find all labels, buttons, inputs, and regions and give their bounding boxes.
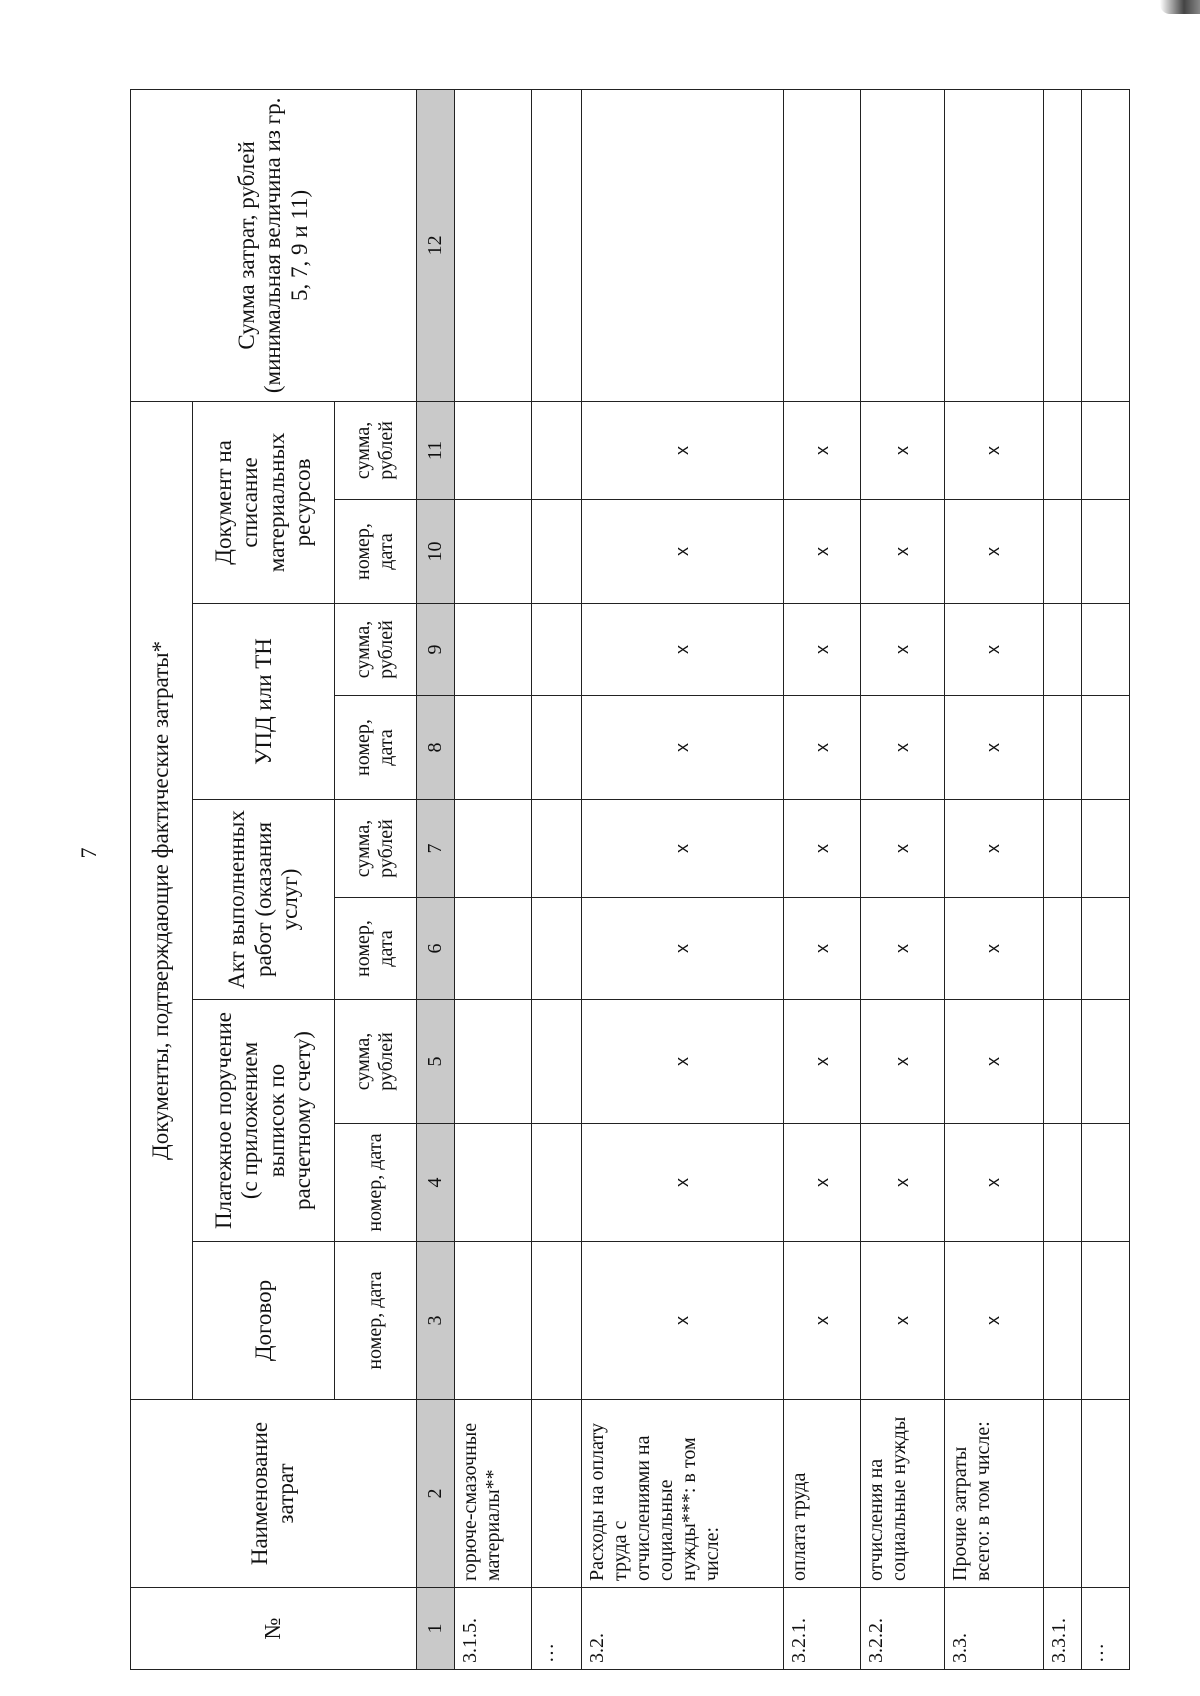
column-number: 2 <box>416 1400 454 1588</box>
row-cell: x <box>945 898 1043 1000</box>
table-row <box>1043 89 1081 1669</box>
row-cell: x <box>861 1124 945 1242</box>
column-number: 12 <box>416 89 454 401</box>
row-cell <box>455 1000 532 1124</box>
row-cell: x <box>784 500 861 604</box>
row-cell: x <box>582 401 784 499</box>
column-number-row <box>416 89 454 1669</box>
header-act: Акт выполненных работ (оказания услуг) <box>193 800 335 1000</box>
row-cell <box>1081 898 1129 1000</box>
column-number: 9 <box>416 604 454 696</box>
row-cell <box>455 604 532 696</box>
row-name <box>1081 1400 1129 1588</box>
table-row <box>945 89 1043 1669</box>
row-cell: x <box>784 1124 861 1242</box>
subheader-writeoff-number-date: номер, дата <box>335 500 417 604</box>
row-cell <box>532 1000 582 1124</box>
row-name: Расходы на оплату труда с отчислениями на социальные нужды***: в том числе: <box>582 1400 784 1588</box>
row-cell: x <box>582 800 784 898</box>
row-number: … <box>532 1588 582 1670</box>
row-cell: x <box>861 696 945 800</box>
expense-table <box>130 89 1130 1670</box>
row-cell <box>1081 696 1129 800</box>
row-cell <box>455 800 532 898</box>
row-cell <box>532 89 582 401</box>
column-number: 8 <box>416 696 454 800</box>
header-upd: УПД или ТН <box>193 604 335 800</box>
table-row <box>1081 89 1129 1669</box>
row-cell <box>861 89 945 401</box>
expense-table-sheet <box>130 90 1130 1670</box>
header-payment-order: Платежное поручение (с приложением выписок по расчетному счету) <box>193 1000 335 1242</box>
row-name <box>1043 1400 1081 1588</box>
row-cell: x <box>784 401 861 499</box>
row-name: Прочие затраты всего: в том числе: <box>945 1400 1043 1588</box>
row-cell <box>1043 898 1081 1000</box>
row-name: горюче-смазочные материалы** <box>455 1400 532 1588</box>
row-cell <box>1081 604 1129 696</box>
row-cell <box>1043 604 1081 696</box>
subheader-upd-number-date: номер, дата <box>335 696 417 800</box>
row-cell <box>532 696 582 800</box>
row-name: отчисления на социальные нужды <box>861 1400 945 1588</box>
row-cell: x <box>861 604 945 696</box>
row-cell <box>532 604 582 696</box>
row-cell <box>455 500 532 604</box>
row-cell: x <box>582 604 784 696</box>
row-cell <box>1081 1000 1129 1124</box>
row-number: 3.2.2. <box>861 1588 945 1670</box>
row-cell: x <box>945 1000 1043 1124</box>
row-cell <box>532 1242 582 1400</box>
header-total: Сумма затрат, рублей (минимальная величина из гр. 5, 7, 9 и 11) <box>131 89 417 401</box>
row-cell <box>1081 1124 1129 1242</box>
row-cell <box>784 89 861 401</box>
row-cell: x <box>784 1000 861 1124</box>
row-number: 3.2.1. <box>784 1588 861 1670</box>
row-cell: x <box>582 1000 784 1124</box>
table-row <box>582 89 784 1669</box>
row-cell <box>1043 1000 1081 1124</box>
row-cell <box>1043 401 1081 499</box>
row-cell: x <box>861 898 945 1000</box>
row-number: 3.3.1. <box>1043 1588 1081 1670</box>
row-cell <box>532 500 582 604</box>
row-cell <box>945 89 1043 401</box>
table-row <box>784 89 861 1669</box>
row-cell <box>582 89 784 401</box>
row-cell <box>1043 1124 1081 1242</box>
row-cell: x <box>582 1124 784 1242</box>
row-cell: x <box>861 401 945 499</box>
row-cell: x <box>861 800 945 898</box>
row-cell: x <box>582 898 784 1000</box>
row-cell: x <box>784 1242 861 1400</box>
row-cell <box>455 1242 532 1400</box>
row-name <box>532 1400 582 1588</box>
header-documents-group: Документы, подтверждающие фактические затраты* <box>131 401 193 1399</box>
subheader-contract-number-date: номер, дата <box>335 1242 417 1400</box>
row-cell: x <box>784 898 861 1000</box>
row-cell: x <box>945 500 1043 604</box>
row-name: оплата труда <box>784 1400 861 1588</box>
table-row <box>532 89 582 1669</box>
column-number: 6 <box>416 898 454 1000</box>
row-cell: x <box>582 1242 784 1400</box>
row-cell <box>455 696 532 800</box>
subheader-writeoff-sum: сумма, рублей <box>335 401 417 499</box>
row-cell <box>455 89 532 401</box>
row-number: 3.3. <box>945 1588 1043 1670</box>
row-cell: x <box>861 1242 945 1400</box>
row-cell: x <box>861 1000 945 1124</box>
table-row <box>455 89 532 1669</box>
subheader-act-number-date: номер, дата <box>335 898 417 1000</box>
row-cell: x <box>945 401 1043 499</box>
row-cell <box>455 401 532 499</box>
row-cell <box>532 898 582 1000</box>
row-cell: x <box>945 1124 1043 1242</box>
row-cell <box>1043 800 1081 898</box>
row-cell: x <box>945 696 1043 800</box>
row-cell <box>532 401 582 499</box>
column-number: 4 <box>416 1124 454 1242</box>
row-cell <box>1081 1242 1129 1400</box>
row-number: 3.2. <box>582 1588 784 1670</box>
row-cell <box>1043 1242 1081 1400</box>
subheader-payment-number-date: номер, дата <box>335 1124 417 1242</box>
header-writeoff: Документ на списание материальных ресурсов <box>193 401 335 603</box>
column-number: 7 <box>416 800 454 898</box>
row-cell <box>1081 800 1129 898</box>
subheader-upd-sum: сумма, рублей <box>335 604 417 696</box>
header-name: Наименование затрат <box>131 1400 417 1588</box>
subheader-payment-sum: сумма, рублей <box>335 1000 417 1124</box>
header-contract: Договор <box>193 1242 335 1400</box>
column-number: 1 <box>416 1588 454 1670</box>
subheader-act-sum: сумма, рублей <box>335 800 417 898</box>
row-cell: x <box>582 500 784 604</box>
row-cell: x <box>945 604 1043 696</box>
row-cell <box>455 1124 532 1242</box>
row-cell <box>1081 401 1129 499</box>
column-number: 11 <box>416 401 454 499</box>
row-cell <box>455 898 532 1000</box>
column-number: 10 <box>416 500 454 604</box>
row-cell <box>1043 89 1081 401</box>
row-cell <box>1043 696 1081 800</box>
row-cell <box>532 1124 582 1242</box>
scan-artifact <box>1160 0 1200 14</box>
row-cell: x <box>861 500 945 604</box>
page-number: 7 <box>76 847 101 859</box>
row-cell <box>1081 89 1129 401</box>
row-number: 3.1.5. <box>455 1588 532 1670</box>
row-cell: x <box>784 696 861 800</box>
row-cell <box>1043 500 1081 604</box>
row-number: … <box>1081 1588 1129 1670</box>
column-number: 5 <box>416 1000 454 1124</box>
row-cell: x <box>784 800 861 898</box>
row-cell: x <box>945 800 1043 898</box>
header-no: № <box>131 1588 417 1670</box>
row-cell <box>1081 500 1129 604</box>
column-number: 3 <box>416 1242 454 1400</box>
row-cell: x <box>582 696 784 800</box>
row-cell: x <box>945 1242 1043 1400</box>
row-cell: x <box>784 604 861 696</box>
table-row <box>861 89 945 1669</box>
row-cell <box>532 800 582 898</box>
